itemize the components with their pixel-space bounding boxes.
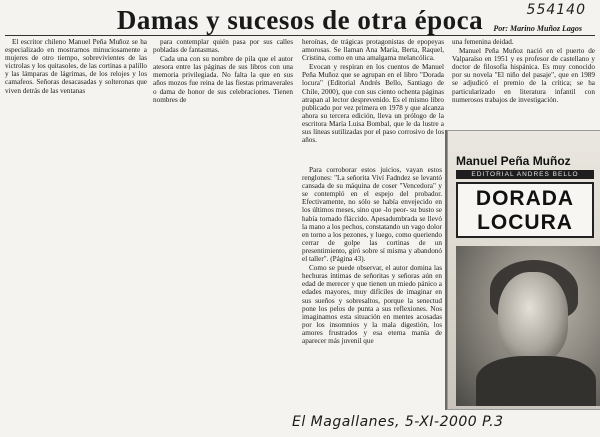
- paragraph: una femenina deidad.: [452, 38, 514, 46]
- article-column-3b: [302, 166, 442, 345]
- book-title-line-1: DORADA: [475, 187, 575, 210]
- book-title-line-2: LOCURA: [477, 211, 573, 234]
- paragraph: heroínas, de trágicas protagonistas de epopeyas amorosas. Se llaman Ana María, Berta, Raquel, Cristina, como en una amalgama melancólica.: [302, 38, 444, 63]
- handwritten-source-note: El Magallanes, 5-XI-2000 P.3: [292, 414, 504, 430]
- byline: Por: Marino Muñoz Lagos: [493, 24, 582, 33]
- book-title-box: [456, 182, 594, 238]
- paragraph: Cada una con su nombre de pila que el autor atesora entre las páginas de sus libros con una memoria privilegiada. No falta la que en sus años mozos fue reina de las fiestas primaverales o dama de honor de sus celebraciones. Tienen nombres de: [153, 55, 293, 104]
- article-column-4: [452, 38, 595, 104]
- book-cover-image: [445, 130, 600, 410]
- archive-code: 554140: [526, 2, 586, 18]
- headline: Damas y sucesos de otra época: [116, 5, 484, 35]
- headline-rule: [5, 35, 595, 36]
- cover-photo-face: [498, 272, 568, 362]
- book-publisher: EDITORIAL ANDRES BELLO: [456, 170, 594, 179]
- paragraph: Para corroborar estos juicios, vayan estos renglones: "La señorita Viví Fadndez se levantó cansada de su máquina de coser "Vencedora" y se contempló en el espejo del probador. Efectivamente, no sólo se había envejecido en los últimos meses, sino que -lo peor- su busto se había tornado fláccido. Apesadumbrada se llevó la mano a los pechos, constatando un vago dolor en torno a los pezones, y luego, como queriendo cerrar de golpe las cortinas de un presentimiento, giró sobre sí misma y abandonó el taller". (Página 43).: [302, 166, 442, 264]
- cover-photo-dress: [476, 356, 596, 406]
- paragraph: Evocan y respiran en los cuentos de Manuel Peña Muñoz que se agrupan en el libro "Dorada locura" (Editorial Andrés Bello, Santiago de Chile, 2000), que con sus ciento ochenta páginas atrapan al lector desprevenido. Es el mismo libro publicado por vez primera en 1978 y que alcanza ahora su tercera edición, lleva un prólogo de la escritora María Luisa Bombal, que le da lustre a sus líneas sutilizadas por el paso corrosivo de los años.: [302, 63, 444, 145]
- book-author: Manuel Peña Muñoz: [456, 154, 571, 168]
- paragraph: Como se puede observar, el autor domina las hechuras íntimas de señoritas y señoras aún en edad de merecer y que tienen un miedo pánico a edades mayores, muy difíciles de imaginar en sus sueños y sobresaltos, porque la senectud pone los pelos de punta a sus reflexiones. Nos imaginamos esta situación en mentes acosadas por los insomnios y la mala digestión, los amores frustrados y esa eterna manía de aparecer más juvenil que: [302, 264, 442, 345]
- cover-photo: [456, 246, 600, 406]
- paragraph: Manuel Peña Muñoz nació en el puerto de Valparaíso en 1951 y es profesor de castellano y doctor de filosofía hispánica. Es muy conocido por su novela "El niño del pasaje", que en 1989 se adjudicó el premio de la crítica; se ha particularizado en literatura infantil con numerosos trabajos de investigación.: [452, 47, 595, 104]
- article-column-2: [153, 38, 293, 104]
- article-column-1: [5, 38, 147, 95]
- paragraph: para contemplar quién pasa por sus calles pobladas de fantasmas.: [153, 38, 293, 55]
- paragraph: El escritor chileno Manuel Peña Muñoz se ha especializado en mostrarnos minuciosamente a mujeres de otro tiempo, sobrevivientes de las victrolas y los quitasoles, de las cortinas a palillo y las lámparas de lágrimas, de los relojes y los camafeos. Señoras desacasadas y solteronas que viven detrás de las ventanas: [5, 38, 147, 95]
- article-column-3: [302, 38, 444, 144]
